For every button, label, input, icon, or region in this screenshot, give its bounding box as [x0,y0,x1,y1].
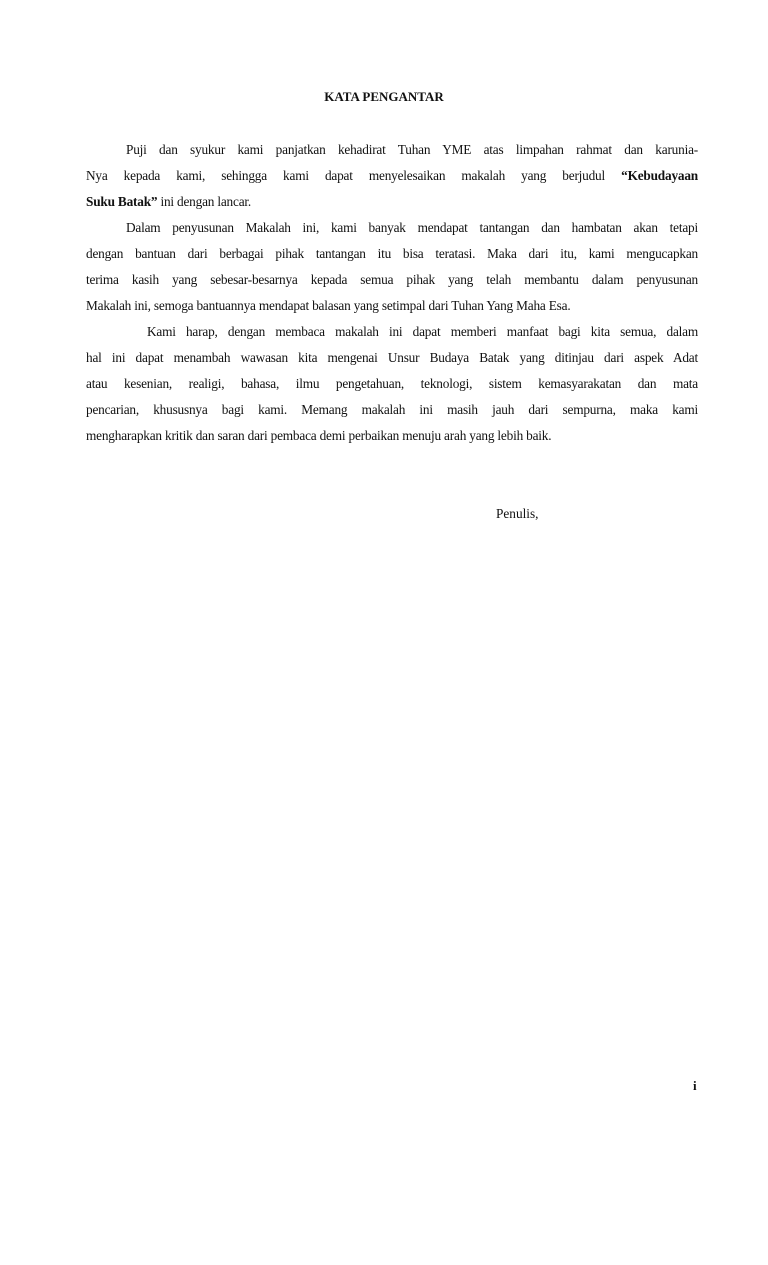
page-number: i [693,1078,697,1093]
text-line: pencarian, khususnya bagi kami. Memang makalah ini masih jauh dari sempurna, maka kami [86,402,698,417]
text-span: Nya kepada kami, sehingga kami dapat menyelesaikan makalah yang berjudul [86,168,622,183]
text-span: ini dengan lancar. [157,194,252,209]
signature: Penulis, [496,506,539,521]
page-title: KATA PENGANTAR [324,89,444,104]
text-line: Dalam penyusunan Makalah ini, kami banyak mendapat tantangan dan hambatan akan tetapi [126,220,698,235]
text-line: terima kasih yang sebesar-besarnya kepada semua pihak yang telah membantu dalam penyusunan [86,272,698,287]
text-line: Kami harap, dengan membaca makalah ini dapat memberi manfaat bagi kita semua, dalam [147,324,698,339]
bold-title-span: Suku Batak” [86,194,158,209]
text-line: Makalah ini, semoga bantuannya mendapat balasan yang setimpal dari Tuhan Yang Maha Esa. [86,298,571,313]
text-line: atau kesenian, realigi, bahasa, ilmu pengetahuan, teknologi, sistem kemasyarakatan dan mata [86,376,698,391]
text-line: mengharapkan kritik dan saran dari pembaca demi perbaikan menuju arah yang lebih baik. [86,428,552,443]
text-line: dengan bantuan dari berbagai pihak tantangan itu bisa teratasi. Maka dari itu, kami mengucapkan [86,246,698,261]
text-line: Puji dan syukur kami panjatkan kehadirat Tuhan YME atas limpahan rahmat dan karunia- [126,142,698,157]
text-line [86,193,698,211]
text-line [86,167,698,185]
bold-title-span: “Kebudayaan [621,168,698,183]
text-line: hal ini dapat menambah wawasan kita mengenai Unsur Budaya Batak yang ditinjau dari aspek Adat [86,350,698,365]
